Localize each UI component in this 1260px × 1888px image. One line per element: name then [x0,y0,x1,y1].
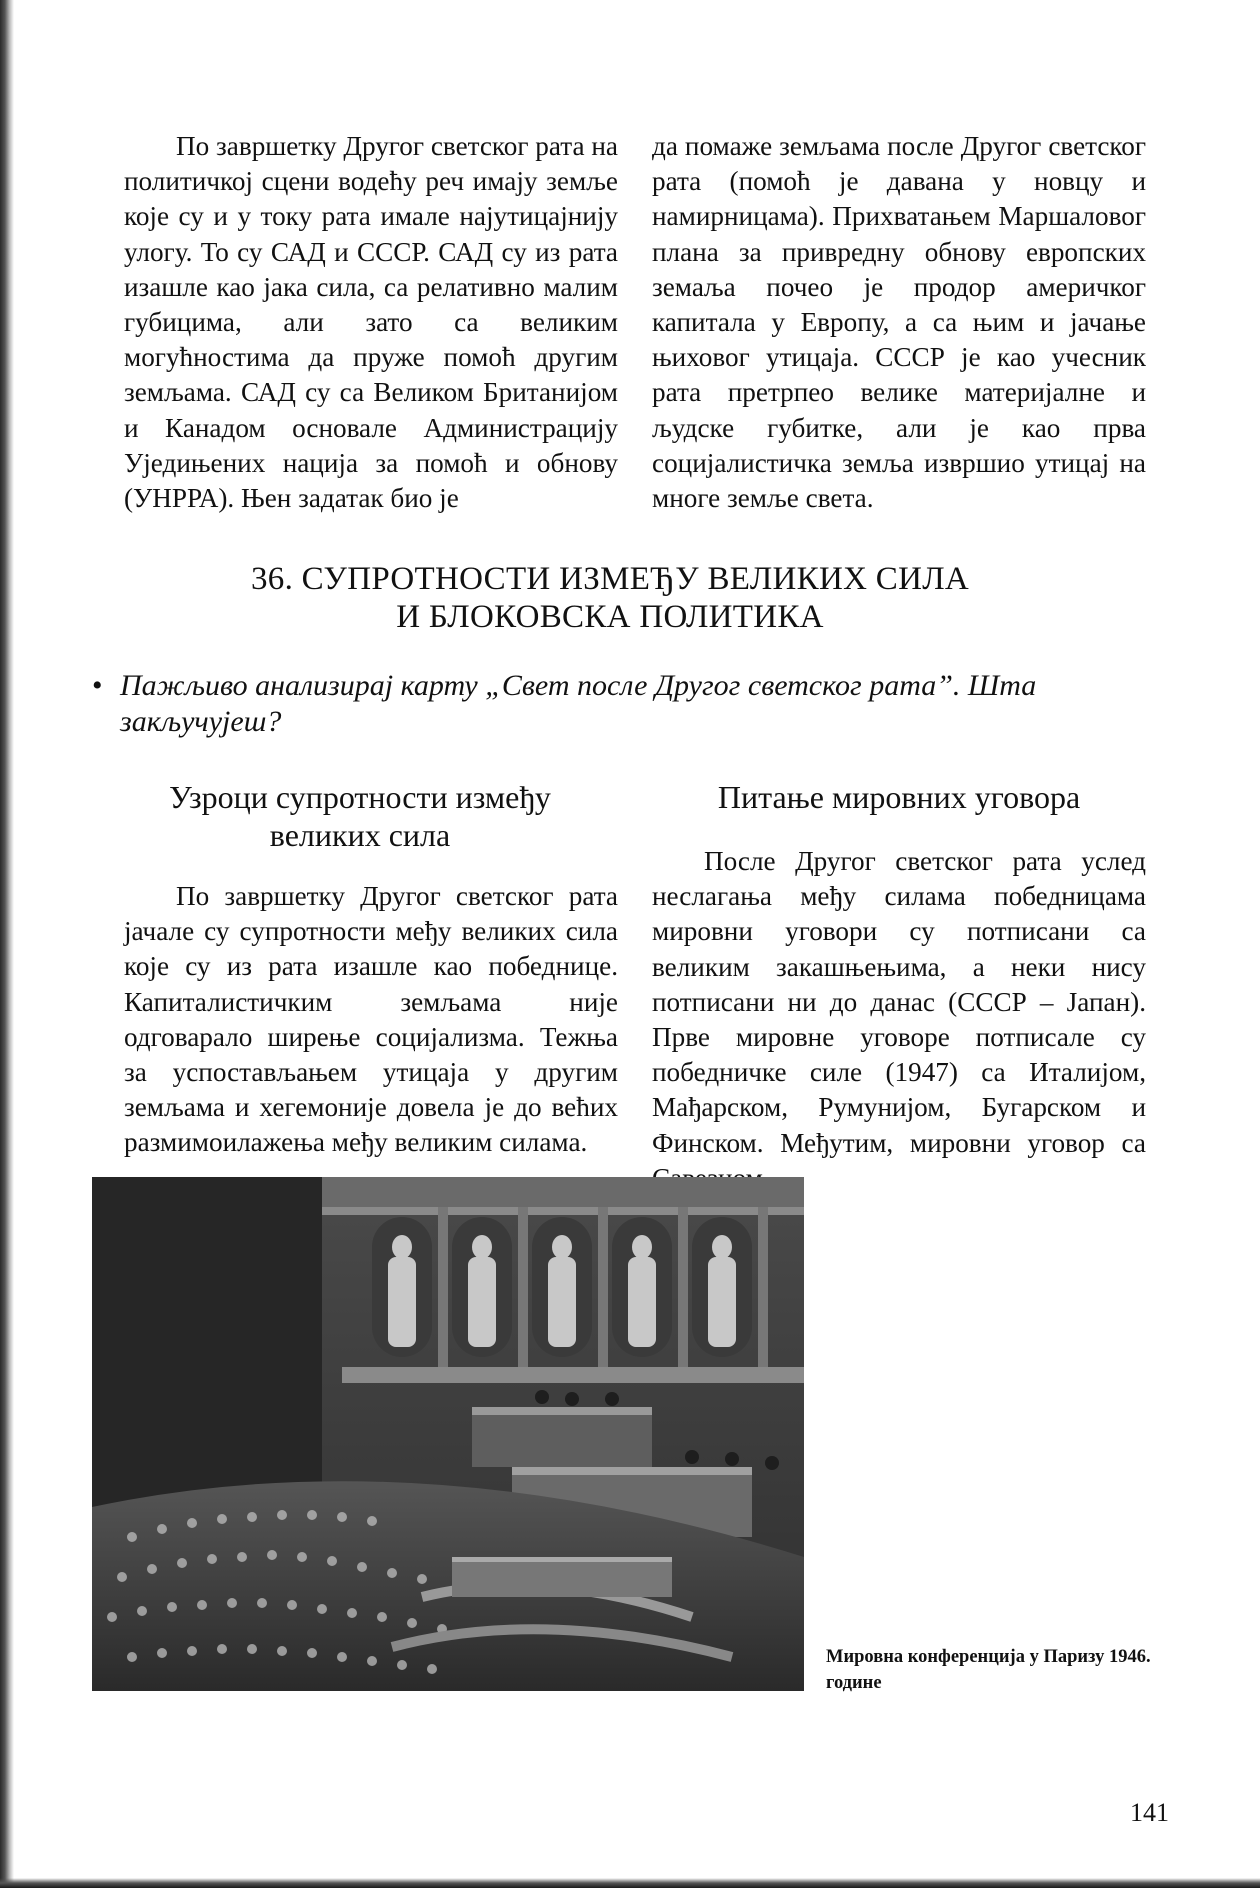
chapter-title [150,560,1070,636]
chapter-title-line-2: И БЛОКОВСКА ПОЛИТИКА [396,599,824,635]
task-prompt [92,668,1172,740]
section-right-body: После Другог светског рата услед неслагања међу силама победницама мировни уговори су потписани са великим закашњењима, а неки нису потписани ни до данас (СССР – Јапан). Прве мировне уговоре потписале су победничке силе (1947) са Италијом, Мађарском, Румунијом, Бугарском и Финском. Међутим, мировни уговор са [652,846,1146,1158]
task-text: Пажљиво анализирај карту „Свет после Другог светског рата”. Шта закључујеш? [120,669,1037,738]
photo-caption: Мировна конференција у Паризу 1946. године [826,1647,1151,1693]
bullet-icon: • [92,669,103,702]
photo-illustration [92,1177,804,1691]
section-left-title: Узроци супротности између великих сила [169,779,551,853]
page-edge-shadow [0,0,14,1888]
intro-right-column [652,129,1146,516]
intro-right-text: да помаже земљама после Другог светског рата (помоћ је давана у новцу и намирницама). Прихватањем Маршаловог плана за привредну обнову европских земаља почео је продор америчког капитала у Европу, а са њим и јачање њиховог утицаја. СССР је као учесник рата претрпео велике материјалне и људске губитке, али је као прва социјалистичка земља извршио утицај на многе земље света. [652,131,1146,514]
section-right-column [652,844,1146,1196]
intro-left-text: По завршетку Другог светског рата на политичкој сцени водећу реч имају земље које су и у току рата имале најутицајнију улогу. То су САД и СССР. САД су из рата изашле као јака сила, са релативно малим губицима, али зато са великим могућностима да пруже помоћ другим земљама. САД су са Великом Британијом и Канадом основале Администрацију Уједињених нација за помоћ и обнову (УНРРА). Њен задатак био је [124,131,618,514]
chapter-title-line-1: 36. СУПРОТНОСТИ ИЗМЕЂУ ВЕЛИКИХ СИЛА [250,561,970,597]
intro-left-column [124,129,618,516]
section-left-body: По завршетку Другог светског рата јачале су супротности међу великих сила које су из рата изашле као победнице. Капиталистичким земљама није одговарало ширење социјализма. Тежња за успостављањем утицаја у другим земљама и хегемоније довела је до већих размимоилажења међу великим силама. [124,881,618,1158]
peace-conference-photo [92,1177,804,1691]
page-bottom-shadow [0,1878,1260,1888]
page-number: 141 [1130,1798,1169,1827]
section-right-title: Питање мировних уговора [717,779,1081,815]
section-left-column [124,879,618,1161]
